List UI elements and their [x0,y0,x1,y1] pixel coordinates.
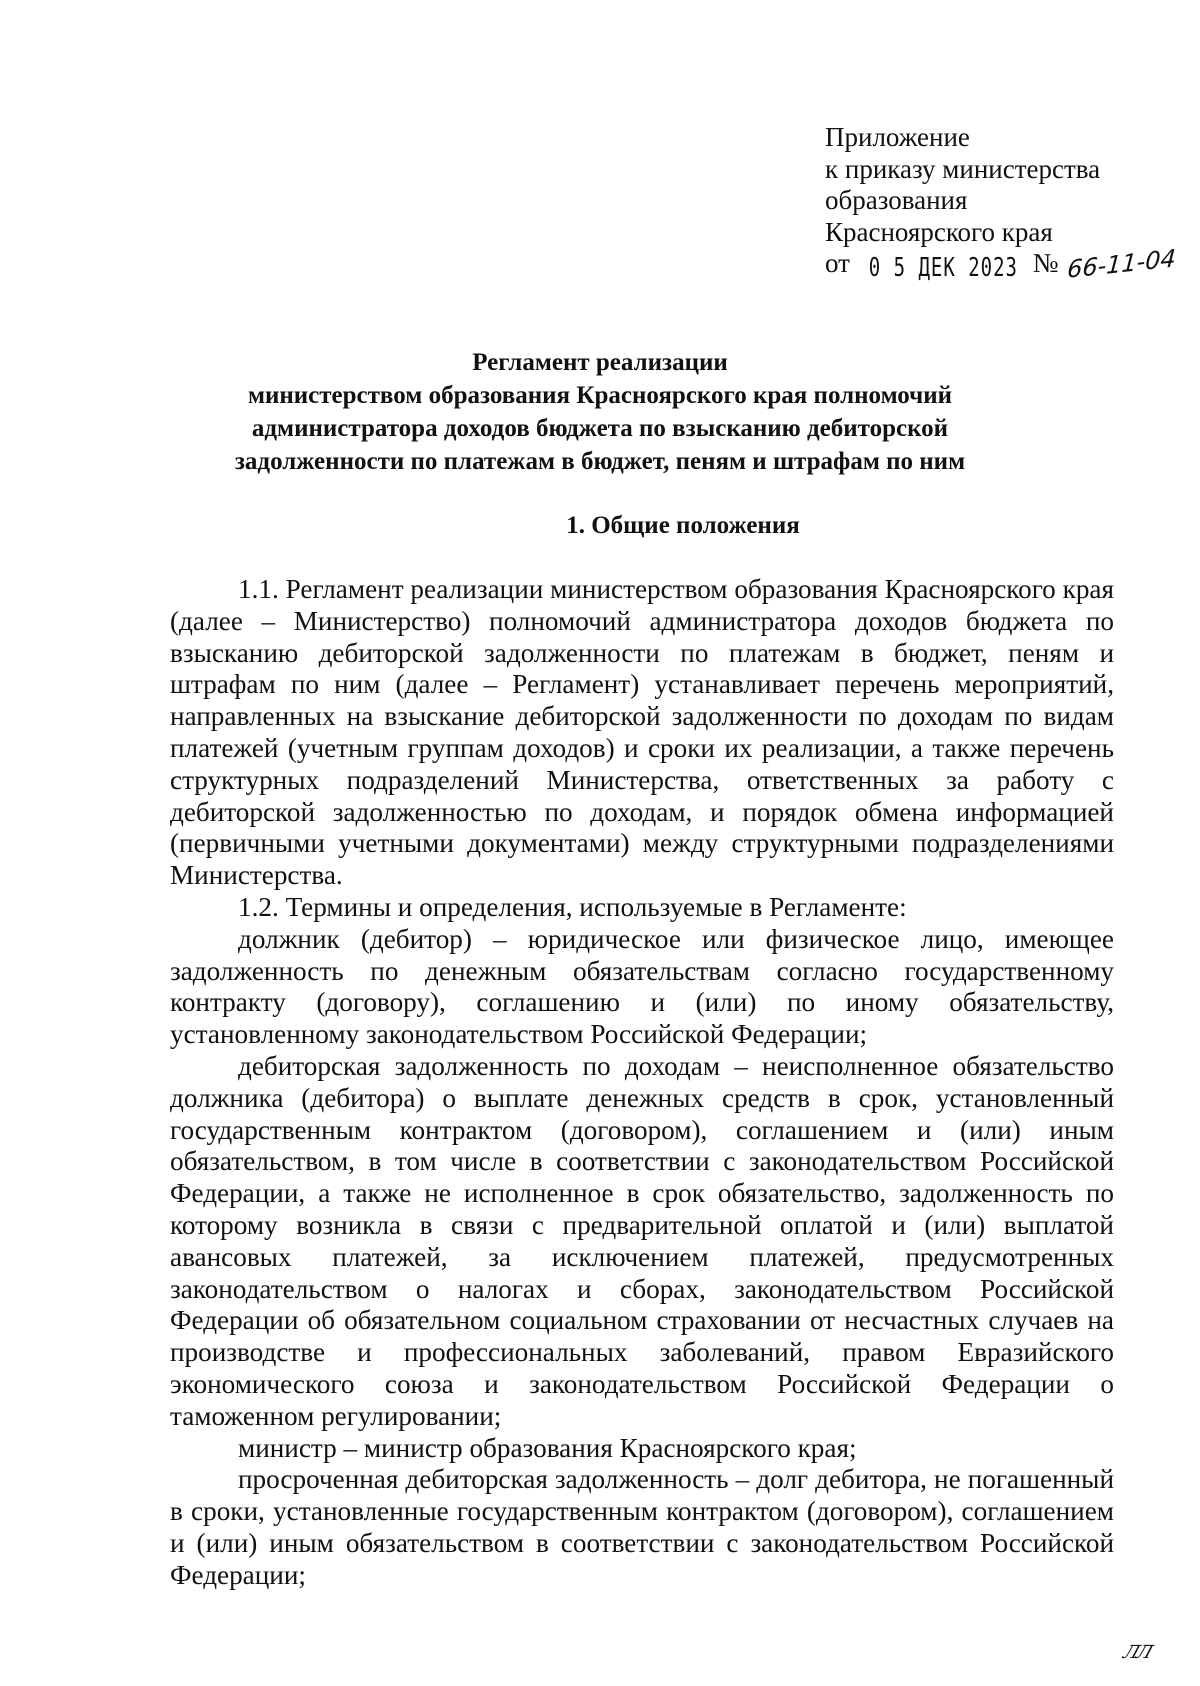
document-body [170,574,1114,1592]
paragraph: просроченная дебиторская задолженность – долг дебитора, не погашенный в сроки, установленные государственным контрактом (договором), соглашением и (или) иным обязательством в соответствии с законодательством Российской Федерации; [170,1464,1114,1590]
paragraph: министр – министр образования Красноярского края; [238,1432,857,1463]
appendix-line: Приложение [825,122,970,152]
handwritten-order-number: 66-11-04 [1066,244,1177,284]
title-line: Регламент реализации [472,349,728,376]
number-prefix: № [1032,248,1059,278]
appendix-line: к приказу министерства [825,153,1101,184]
paragraph: 1.2. Термины и определения, используемые в Регламенте: [238,891,907,922]
handwritten-initials: ЛЛ [1120,1642,1154,1663]
paragraph: должник (дебитор) – юридическое или физическое лицо, имеющее задолженность по денежным обязательствам согласно государственному контракту (договору), соглашению и (или) по иному обязательству, установленному законодательством Российской Федерации; [170,923,1114,1050]
paragraph: дебиторская задолженность по доходам – неисполненное обязательство должника (дебитора) о выплате денежных средств в срок, установленный государственным контрактом (договором), соглашением и (или) иным обязательством, в том числе в соответствии с законодательством Российской Федерации, а также не исполненное в срок обязательство, задолженность по которому возникла в связи с предварительной оплатой и (или) выплатой авансовых платежей, за исключением платежей, предусмотренных законодательством о налогах и сборах, законодательством Российской Федерации об обязательном социальном страховании от несчастных случаев на производстве и профессиональных заболеваний, правом Евразийского экономического союза и законодательством Российской Федерации о таможенном регулировании; [170,1050,1114,1431]
appendix-line: Красноярского края [825,216,1053,247]
appendix-date-line [825,244,1177,285]
title-line: задолженности по платежам в бюджет, пеням и штрафам по ним [234,448,966,475]
date-prefix: от [825,248,850,278]
appendix-block [825,122,1176,285]
document-title [150,346,1050,478]
appendix-line: образования [825,185,968,215]
title-line: министерством образования Красноярского края полномочий [247,382,953,409]
paragraph: 1.1. Регламент реализации министерством образования Красноярского края (далее – Министерство) полномочий администратора доходов бюджета по взысканию дебиторской задолженности по платежам в бюджет, пеням и штрафам по ним (далее – Регламент) устанавливает перечень мероприятий, направленных на взыскание дебиторской задолженности по доходам по видам платежей (учетным группам доходов) и сроки их реализации, а также перечень структурных подразделений Министерства, ответственных за работу с дебиторской задолженностью по доходам, и порядок обмена информацией (первичными учетными документами) между структурными подразделениями Министерства. [170,574,1114,891]
title-line: администратора доходов бюджета по взысканию дебиторской [251,415,949,442]
date-stamp: 0 5 ДЕК 2023 [868,252,1018,283]
section-heading: 1. Общие положения [566,512,800,539]
